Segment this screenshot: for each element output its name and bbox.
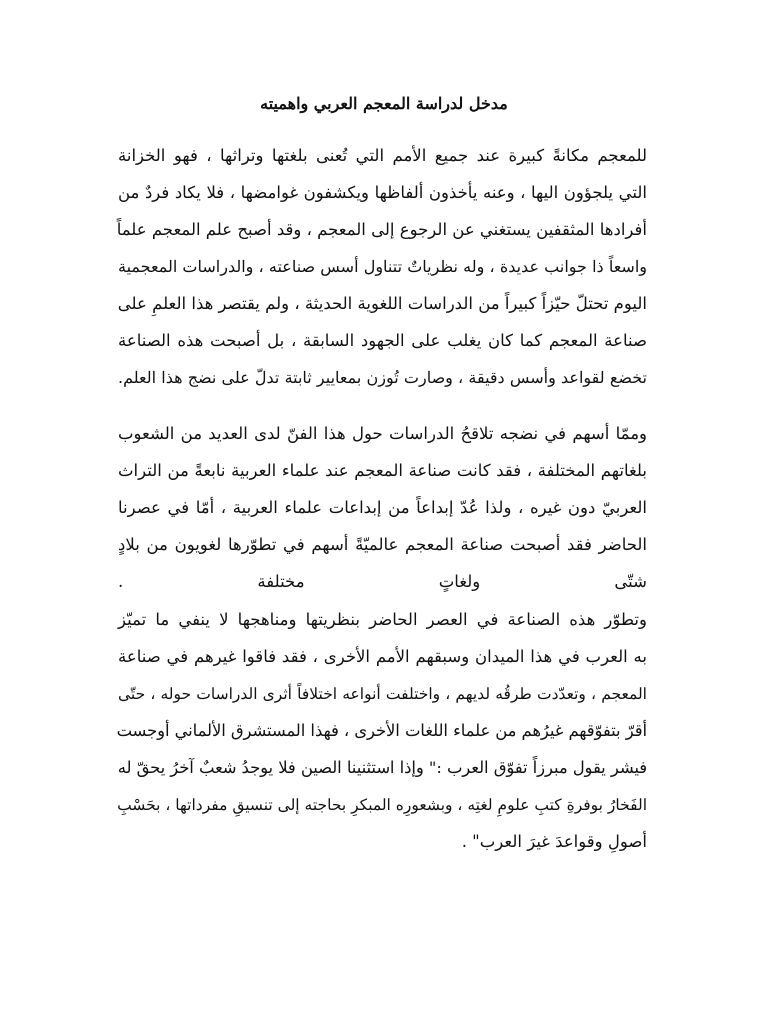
paragraph-line: وتطوّر هذه الصناعة في العصر الحاضر بنظريتها ومناهجها لا ينفي ما تميّز — [118, 610, 647, 629]
paragraph-line: شتّى ولغاتٍ مختلفة . — [118, 572, 647, 591]
page-title: مدخل لدراسة المعجم العربي واهميته — [260, 94, 508, 113]
paragraph-line: واسعاً ذا جوانب عديدة ، وله نظرياتٌ تتناول أسس صناعته ، والدراسات المعجمية — [118, 257, 647, 276]
paragraph-line: اليوم تحتلّ حيّزاً كبيراً من الدراسات اللغوية الحديثة ، ولم يقتصر هذا العلمِ على — [117, 294, 647, 313]
paragraph-line: تخضع لقواعد وأسس دقيقة ، وصارت تُوزن بمعايير ثابتة تدلّ على نضج هذا العلم. — [118, 368, 647, 387]
paragraph-line: فيشر يقول مبرزاً تفوّق العرب :" وإذا استثنينا الصين فلا يوجدُ شعبٌ آخرُ يحقّ له — [117, 758, 647, 777]
paragraph-line: للمعجم مكانةً كبيرة عند جميع الأمم التي تُعنى بلغتها وتراثها ، فهو الخزانة — [118, 146, 647, 165]
paragraph-line: أصولِ وقواعدَ غيرَ العرب" . — [461, 832, 647, 851]
paragraph-line: العربيّ دون غيره ، ولذا عُدّ إبداعاً من إبداعات علماء العربية ، أمّا في عصرنا — [118, 498, 647, 517]
paragraph-line: التي يلجؤون اليها ، وعنه يأخذون ألفاظها ويكشفون غوامضها ، فلا يكاد فردٌ من — [118, 183, 647, 202]
paragraph-line: به العرب في هذا الميدان وسبقهم الأمم الأخرى ، فقد فاقوا غيرهم في صناعة — [118, 647, 647, 666]
paragraph-line: أفرادها المثقفين يستغني عن الرجوع إلى المعجم ، وقد أصبح علم المعجم علماً — [116, 220, 647, 239]
paragraph-line: بلغاتهم المختلفة ، فقد كانت صناعة المعجم عند علماء العربية نابعةً من التراث — [118, 461, 647, 480]
paragraph-line: المعجم ، وتعدّدت طرقُه لديهم ، واختلفت أنواعه اختلافاً أثرى الدراسات حوله ، حتّى — [118, 685, 647, 703]
paragraph-line: صناعة المعجم كما كان يغلب على الجهود السابقة ، بل أصبحت هذه الصناعة — [118, 331, 647, 350]
paragraph-line: الفَخارُ بوفرةِ كتبِ علومِ لغتِه ، وبشعورِه المبكرِ بحاجته إلى تنسيقِ مفرداتها ، بحَسْبِ — [117, 796, 647, 814]
paragraph-line: الحاضر فقد أصبحت صناعة المعجم عالميّةً أسهم في تطوّرها لغويون من بلادٍ — [118, 535, 647, 554]
paragraph-line: وممّا أسهم في نضجه تلاقحُ الدراسات حول هذا الفنّ لدى العديد من الشعوب — [118, 424, 647, 443]
paragraph-line: أقرّ بتفوّقهم غيرُهم من علماء اللغات الأخرى ، فهذا المستشرق الألماني أوجست — [116, 721, 647, 740]
